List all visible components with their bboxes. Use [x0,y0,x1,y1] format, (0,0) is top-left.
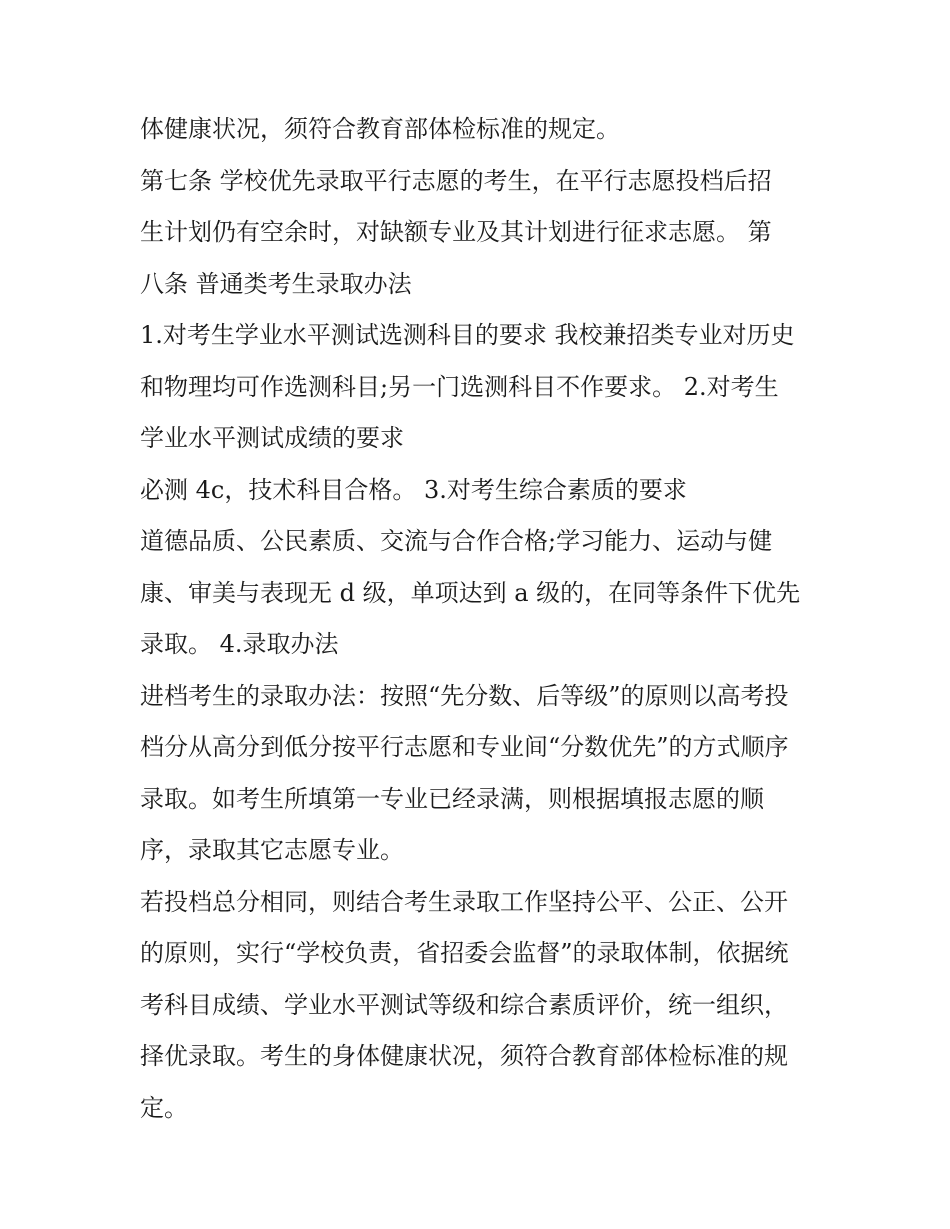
text-line: 的原则，实行“学校负责，省招委会监督”的录取体制，依据统 [140,939,789,967]
text-line: 序，录取其它志愿专业。 [140,836,404,864]
document-body [140,104,830,1134]
text-line: 档分从高分到低分按平行志愿和专业间“分数优先”的方式顺序 [140,733,789,761]
text-line: 道德品质、公民素质、交流与合作合格;学习能力、运动与健 [140,527,773,555]
text-line: 录取。如考生所填第一专业已经录满，则根据填报志愿的顺 [140,784,764,813]
text-line: 若投档总分相同，则结合考生录取工作坚持公平、公正、公开 [140,887,788,916]
text-line: 八条 普通类考生录取办法 [140,269,412,298]
text-line: 体健康状况，须符合教育部体检标准的规定。 [140,115,620,143]
text-line: 必测 4c，技术科目合格。 3.对考生综合素质的要求 [140,475,687,504]
text-line: 择优录取。考生的身体健康状况，须符合教育部体检标准的规 [140,1042,788,1070]
text-line: 1.对考生学业水平测试选测科目的要求 我校兼招类专业对历史 [140,321,795,349]
text-line: 进档考生的录取办法：按照“先分数、后等级”的原则以高考投 [140,681,789,710]
text-line: 生计划仍有空余时，对缺额专业及其计划进行征求志愿。 第 [140,218,772,246]
text-line: 录取。 4.录取办法 [140,630,339,658]
text-line: 考科目成绩、学业水平测试等级和综合素质评价，统一组织， [140,990,788,1019]
text-line: 康、审美与表现无 d 级，单项达到 a 级的，在同等条件下优先 [140,578,801,607]
text-line: 和物理均可作选测科目;另一门选测科目不作要求。 2.对考生 [140,372,779,401]
text-line: 定。 [140,1093,188,1122]
text-line: 第七条 学校优先录取平行志愿的考生，在平行志愿投档后招 [140,166,772,195]
text-line: 学业水平测试成绩的要求 [140,424,404,452]
